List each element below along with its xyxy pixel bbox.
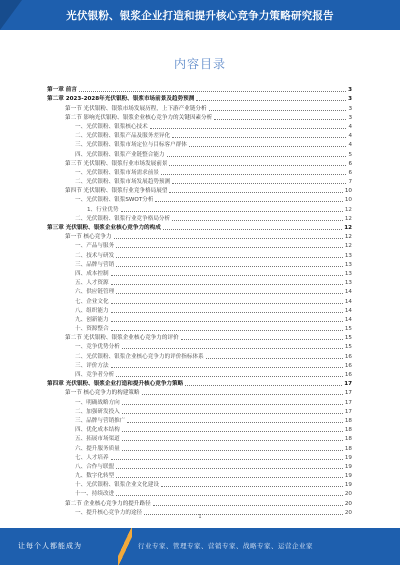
- toc-entry[interactable]: [47, 168, 352, 177]
- toc-entry-page: 19: [344, 473, 352, 480]
- toc-entry-page: 17: [344, 390, 352, 397]
- toc-entry-label: 六、提升服务质量: [75, 445, 120, 452]
- toc-entry-label: 二、技术与研发: [75, 252, 115, 259]
- toc-leader-dots: [116, 293, 343, 294]
- toc-entry-page: 17: [344, 399, 352, 406]
- toc-leader-dots: [111, 303, 343, 304]
- toc-entry[interactable]: [47, 159, 352, 168]
- toc-leader-dots: [121, 211, 343, 212]
- toc-leader-dots: [111, 330, 343, 331]
- toc-leader-dots: [189, 146, 347, 147]
- toc-entry[interactable]: [47, 186, 352, 195]
- toc-leader-dots: [122, 413, 343, 414]
- toc-entry-page: 15: [344, 326, 352, 333]
- toc-entry-label: 三、品牌与营销推广: [75, 417, 126, 424]
- toc-entry[interactable]: [47, 462, 352, 471]
- toc-entry-page: 7: [348, 179, 352, 186]
- toc-entry-page: 18: [344, 427, 352, 434]
- toc-entry-label: 四、优化成本结构: [75, 427, 120, 434]
- toc-entry-page: 12: [344, 243, 352, 250]
- toc-entry-page: 20: [344, 491, 352, 498]
- toc-leader-dots: [116, 266, 343, 267]
- toc-entry[interactable]: [47, 471, 352, 480]
- toc-entry[interactable]: [47, 333, 352, 342]
- toc-leader-dots: [161, 174, 347, 175]
- toc-entry[interactable]: [47, 250, 352, 259]
- toc-entry-label: 第二节 影响光伏银粉、银浆企业核心竞争力的关键因素分析: [65, 114, 213, 121]
- toc-leader-dots: [114, 238, 343, 239]
- toc-entry[interactable]: [47, 498, 352, 507]
- toc-entry-page: 3: [348, 105, 352, 112]
- toc-entry-page: 12: [344, 234, 352, 241]
- toc-leader-dots: [111, 459, 343, 460]
- toc-leader-dots: [181, 339, 343, 340]
- toc-entry-label: 三、光伏银粉、银浆市场定位与目标客户群体: [75, 142, 187, 149]
- toc-entry-label: 二、光伏银粉、银浆企业核心竞争力的评价指标体系: [75, 353, 204, 360]
- toc-entry[interactable]: [47, 232, 352, 241]
- toc-entry-page: 12: [344, 225, 352, 231]
- toc-entry[interactable]: [47, 443, 352, 452]
- toc-entry-label: 二、加强研发投入: [75, 408, 120, 415]
- toc-entry-page: 18: [344, 436, 352, 443]
- toc-entry[interactable]: [47, 103, 352, 112]
- toc-entry[interactable]: [47, 113, 352, 122]
- report-title: 光伏银粉、银浆企业打造和提升核心竞争力策略研究报告: [66, 9, 334, 22]
- page-header: [0, 0, 400, 30]
- toc-leader-dots: [122, 404, 343, 405]
- toc-entry-page: 10: [344, 188, 352, 195]
- toc-entry-label: 第三节 光伏银粉、银浆行业市场发展前景: [65, 160, 168, 167]
- toc-entry[interactable]: [47, 416, 352, 425]
- toc-leader-dots: [111, 321, 343, 322]
- toc-entry[interactable]: [47, 434, 352, 443]
- toc-leader-dots: [169, 192, 342, 193]
- toc-entry[interactable]: [47, 351, 352, 360]
- toc-leader-dots: [150, 128, 347, 129]
- toc-entry-label: 四、光伏银粉、银浆产业链整合能力: [75, 151, 165, 158]
- toc-leader-dots: [111, 275, 343, 276]
- toc-entry-page: 13: [344, 261, 352, 268]
- toc-entry[interactable]: [47, 260, 352, 269]
- toc-entry-page: 6: [348, 160, 352, 167]
- toc-entry[interactable]: [47, 278, 352, 287]
- toc-entry-label: 二、光伏银粉、银浆产品及服务差异化: [75, 133, 171, 140]
- toc-entry-page: 14: [344, 289, 352, 296]
- toc-leader-dots: [116, 468, 343, 469]
- toc-entry-page: 16: [344, 353, 352, 360]
- toc-leader-dots: [209, 110, 347, 111]
- toc-entry[interactable]: [47, 269, 352, 278]
- toc-entry-label: 八、组织能力: [75, 307, 109, 314]
- toc-entry-page: 12: [344, 206, 352, 213]
- toc-entry-page: 17: [344, 381, 352, 388]
- toc-entry-label: 第一节 核心竞争力: [65, 234, 112, 241]
- toc-entry-page: 16: [344, 372, 352, 378]
- toc-entry-label: 第四章 光伏银粉、银浆企业打造和提升核心竞争力策略: [47, 381, 184, 388]
- toc-leader-dots: [111, 312, 343, 313]
- toc-entry[interactable]: [47, 204, 352, 213]
- toc-leader-dots: [153, 505, 343, 506]
- toc-entry-label: 一、光伏银粉、银浆市场需求前景: [75, 169, 159, 176]
- toc-entry[interactable]: [47, 140, 352, 149]
- toc-entry-page: 14: [344, 316, 352, 323]
- toc-entry-label: 八、合作与联盟: [75, 463, 115, 470]
- toc-entry-label: 十一、持续改进: [75, 491, 115, 498]
- toc-entry-page: 14: [344, 307, 352, 314]
- footer-accent-slash: [118, 528, 132, 565]
- toc-entry-label: 三、评价方法: [75, 362, 109, 369]
- toc-entry-label: 七、企业文化: [75, 298, 109, 305]
- toc-entry-label: 第四节 光伏银粉、银浆行业竞争格局展望: [65, 188, 168, 195]
- toc-entry-label: 一、光伏银粉、银浆SWOT分析: [75, 197, 154, 204]
- toc-leader-dots: [142, 394, 343, 395]
- toc-entry-page: 20: [344, 509, 352, 516]
- toc-entry[interactable]: [47, 453, 352, 462]
- toc-leader-dots: [79, 91, 346, 92]
- toc-entry[interactable]: [47, 425, 352, 434]
- toc-entry[interactable]: [47, 131, 352, 140]
- footer-tagline: 行业专家、管理专家、营销专家、战略专家、运营企业家: [138, 542, 313, 550]
- toc-entry-label: 五、人才资源: [75, 280, 109, 287]
- toc-leader-dots: [172, 137, 346, 138]
- toc-leader-dots: [127, 422, 343, 423]
- toc-entry-page: 6: [348, 169, 352, 176]
- page-footer: [0, 528, 400, 565]
- page-number: 1: [198, 514, 202, 520]
- toc-entry[interactable]: [47, 223, 352, 232]
- toc-leader-dots: [116, 247, 343, 248]
- toc-entry-label: 四、成本控制: [75, 270, 109, 277]
- toc-entry-page: 15: [344, 335, 352, 342]
- toc-entry[interactable]: [47, 149, 352, 158]
- toc-entry-page: 13: [344, 280, 352, 287]
- toc-leader-dots: [122, 431, 343, 432]
- toc-entry-label: 五、拓展市场渠道: [75, 436, 120, 443]
- toc-entry-label: 二、光伏银粉、银浆市场发展趋势预测: [75, 179, 171, 186]
- toc-title: 内容目录: [173, 57, 226, 71]
- toc-entry[interactable]: [47, 489, 352, 498]
- toc-entry-page: 4: [348, 142, 352, 149]
- toc-entry[interactable]: [47, 407, 352, 416]
- toc-entry[interactable]: [47, 397, 352, 406]
- toc-entry-label: 四、竞争者分析: [75, 372, 115, 378]
- toc-leader-dots: [122, 348, 343, 349]
- toc-entry-label: 一、竞争优势分析: [75, 344, 120, 351]
- toc-entry-page: 14: [344, 298, 352, 305]
- toc-entry-page: 18: [344, 417, 352, 424]
- toc-leader-dots: [122, 440, 343, 441]
- toc-entry-label: 第三章 光伏银粉、银浆企业核心竞争力的构成: [47, 225, 161, 231]
- toc-leader-dots: [206, 358, 343, 359]
- toc-entry-page: 19: [344, 482, 352, 489]
- toc-leader-dots: [172, 220, 343, 221]
- toc-entry[interactable]: [47, 241, 352, 250]
- toc-leader-dots: [161, 486, 343, 487]
- toc-entry[interactable]: [47, 214, 352, 223]
- footer-slogan: 让每个人都能成为: [18, 542, 82, 550]
- toc-entry-page: 4: [348, 123, 352, 130]
- toc-leader-dots: [155, 201, 342, 202]
- toc-leader-dots: [214, 119, 346, 120]
- toc-entry-label: 一、提升核心竞争力的途径: [75, 509, 143, 516]
- toc-entry-label: 第二节 光伏银粉、银浆企业核心竞争力的评价: [65, 335, 179, 342]
- toc-leader-dots: [172, 183, 346, 184]
- toc-leader-dots: [116, 257, 343, 258]
- toc-entry-page: 16: [344, 362, 352, 369]
- toc-entry-label: 第二节 企业核心竞争力的提升路径: [65, 500, 151, 507]
- toc-entry[interactable]: [47, 370, 352, 379]
- toc-entry-page: 13: [344, 252, 352, 259]
- toc-leader-dots: [111, 367, 343, 368]
- toc-entry-label: 一、光伏银粉、银浆核心技术: [75, 123, 148, 130]
- toc-entry-label: 第一章 前言: [47, 87, 77, 94]
- toc-leader-dots: [163, 229, 342, 230]
- toc-entry[interactable]: [47, 85, 352, 94]
- toc-entry-page: 3: [348, 96, 352, 103]
- toc-entry[interactable]: [47, 306, 352, 315]
- toc-entry-label: 1、行业优势: [87, 206, 119, 213]
- toc-entry-page: 3: [348, 114, 352, 121]
- toc-entry[interactable]: [47, 379, 352, 388]
- toc-leader-dots: [169, 165, 346, 166]
- toc-leader-dots: [116, 477, 343, 478]
- header-corner-decoration: [0, 0, 22, 30]
- toc-entry[interactable]: [47, 324, 352, 333]
- toc-leader-dots: [185, 385, 342, 386]
- toc-entry-page: 10: [344, 197, 352, 204]
- toc-entry-label: 十、光伏银粉、银浆企业文化建设: [75, 482, 159, 489]
- toc-entry-page: 15: [344, 344, 352, 351]
- toc-entry[interactable]: [47, 195, 352, 204]
- toc-entry-label: 三、品牌与营销: [75, 261, 115, 268]
- toc-entry[interactable]: [47, 177, 352, 186]
- toc-entry-label: 二、光伏银粉、银浆行业竞争格局分析: [75, 215, 171, 222]
- toc-entry[interactable]: [47, 342, 352, 351]
- toc-entry-label: 第一节 光伏银粉、银浆市场发展历程，上下游产业链分析: [65, 105, 207, 112]
- toc-entry[interactable]: [47, 94, 352, 103]
- toc-entry-page: 12: [344, 215, 352, 222]
- toc-entry[interactable]: [47, 361, 352, 370]
- toc-entry[interactable]: [47, 122, 352, 131]
- toc-leader-dots: [116, 376, 343, 377]
- toc-entry-page: 19: [344, 463, 352, 470]
- toc-leader-dots: [111, 284, 343, 285]
- toc-entry[interactable]: [47, 388, 352, 397]
- toc-entry[interactable]: [47, 287, 352, 296]
- toc-entry-label: 一、明确战略方向: [75, 399, 120, 406]
- toc-entry-label: 九、创新能力: [75, 316, 109, 323]
- toc-leader-dots: [116, 495, 343, 496]
- toc-entry-label: 九、数字化转型: [75, 473, 115, 480]
- toc-entry-label: 一、产品与服务: [75, 243, 115, 250]
- toc-entry-page: 18: [344, 445, 352, 452]
- toc-leader-dots: [122, 450, 343, 451]
- toc-entry-page: 19: [344, 454, 352, 461]
- toc-entry[interactable]: [47, 315, 352, 324]
- toc-entry[interactable]: [47, 480, 352, 489]
- toc-entry-label: 七、人才培养: [75, 454, 109, 461]
- toc-entry-page: 5: [348, 151, 352, 158]
- toc-entry-page: 17: [344, 408, 352, 415]
- toc-leader-dots: [167, 156, 347, 157]
- toc-leader-dots: [196, 100, 346, 101]
- table-of-contents: [47, 85, 352, 517]
- toc-entry[interactable]: [47, 296, 352, 305]
- toc-entry-page: 20: [344, 500, 352, 507]
- toc-entry-page: 3: [348, 87, 352, 94]
- toc-entry-label: 六、供应链管理: [75, 289, 115, 296]
- toc-entry-label: 十、资源整合: [75, 326, 109, 333]
- toc-entry-page: 13: [344, 270, 352, 277]
- toc-entry-label: 第二章 2023-2028年光伏银粉、银浆市场前景及趋势预测: [47, 96, 195, 103]
- toc-entry-page: 4: [348, 133, 352, 140]
- toc-entry-label: 第一节 核心竞争力的构建策略: [65, 390, 140, 397]
